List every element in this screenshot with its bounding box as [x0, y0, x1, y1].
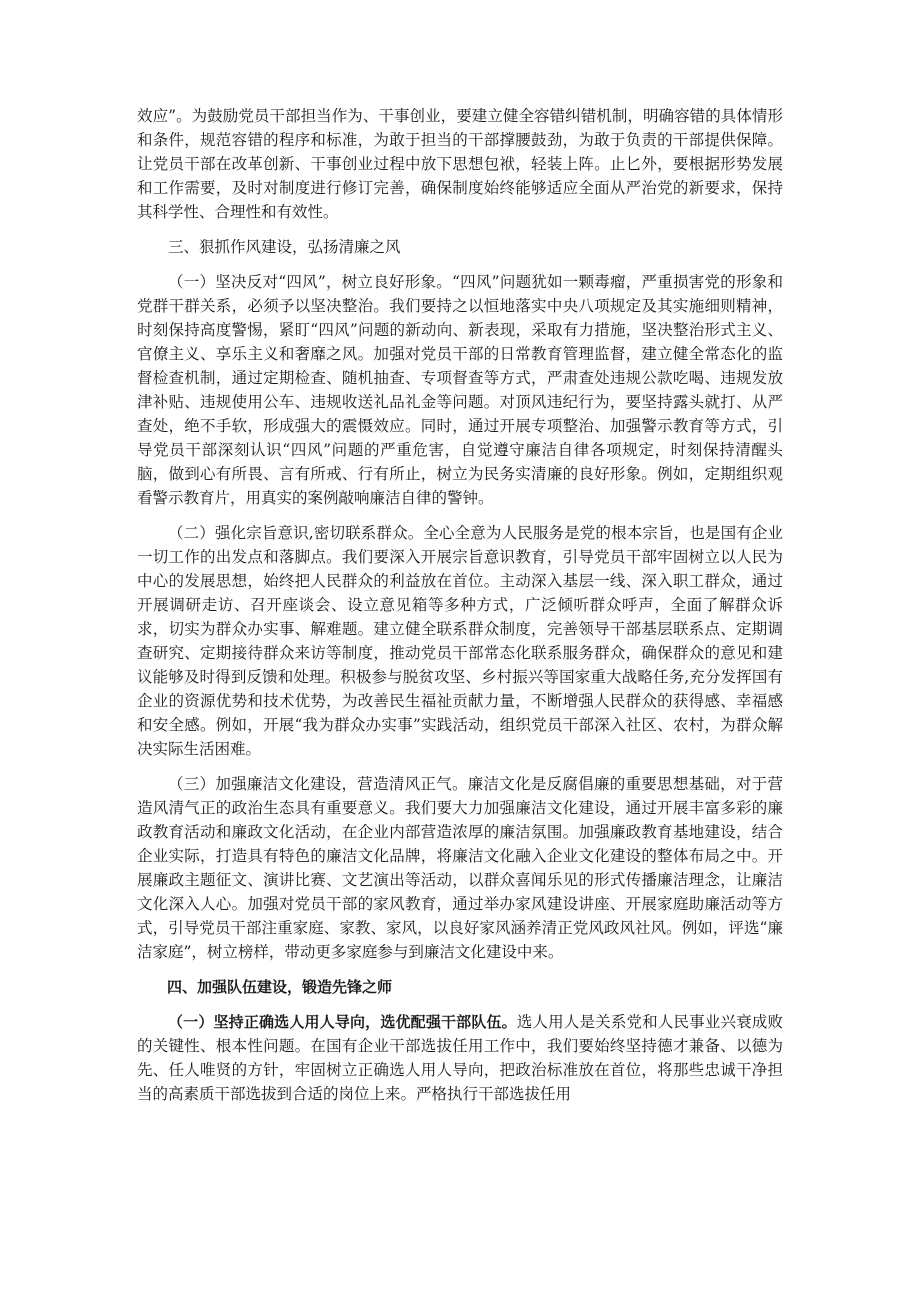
paragraph-continuation: 效应”。为鼓励党员干部担当作为、干事创业，要建立健全容错纠错机制，明确容错的具体情形和条件，规范容错的程序和标准，为敢于担当的干部撑腰鼓劲，为敢于负责的干部提供保障。让党员干部在改革创新、干事创业过程中放下思想包袱，轻装上阵。止匕外，要根据形势发展和工作需要，及时对制度进行修订完善，确保制度始终能够适应全面从严治党的新要求，保持其科学性、合理性和有效性。 [137, 107, 783, 221]
paragraph-body: 选人用人是关系党和人民事业兴衰成败的关键性、根本性问题。在国有企业干部选拔任用工作中，我们要始终坚持德才兼备、以德为先、任人唯贤的方针，牢固树立正确选人用人导向，把政治标准放在首位，将那些忠诚干净担当的高素质干部选拔到合适的岗位上来。严格执行干部选拔任用 [137, 1013, 783, 1103]
document-page [137, 104, 783, 1117]
paragraph-purpose-awareness: （二）强化宗旨意识,密切联系群众。全心全意为人民服务是党的根本宗旨，也是国有企业一切工作的出发点和落脚点。我们要深入开展宗旨意识教育，引导党员干部牢固树立以人民为中心的发展思想，始终把人民群众的利益放在首位。主动深入基层一线、深入职工群众，通过开展调研走访、召开座谈会、设立意见箱等多种方式，广泛倾听群众呼声，全面了解群众诉求，切实为群众办实事、解难题。建立健全联系群众制度，完善领导干部基层联系点、定期调查研究、定期接待群众来访等制度，推动党员干部常态化联系服务群众，确保群众的意见和建议能够及时得到反馈和处理。积极参与脱贫攻坚、乡村振兴等国家重大战略任务,充分发挥国有企业的资源优势和技术优势，为改善民生福祉贡献力量，不断增强人民群众的获得感、幸福感和安全感。例如，开展“我为群众办实事”实践活动，组织党员干部深入社区、农村，为群众解决实际生活困难。 [137, 524, 783, 758]
paragraph-cadre-selection [137, 1010, 783, 1106]
paragraph-four-winds: （一）坚决反对“四风”，树立良好形象。“四风”问题犹如一颗毒瘤，严重损害党的形象和党群干群关系，必须予以坚决整治。我们要持之以恒地落实中央八项规定及其实施细则精神，时刻保持高度警惕，紧盯“四风”问题的新动向、新表现，采取有力措施，坚决整治形式主义、官僚主义、享乐主义和奢靡之风。加强对党员干部的日常教育管理监督，建立健全常态化的监督检查机制，通过定期检查、随机抽查、专项督查等方式，严肃查处违规公款吃喝、违规发放津补贴、违规使用公车、违规收送礼品礼金等问题。对顶风违纪行为，要坚持露头就打、从严查处，绝不手软，形成强大的震慑效应。同时，通过开展专项整治、加强警示教育等方式，引导党员干部深刻认识“四风”问题的严重危害，自觉遵守廉洁自律各项规定，时刻保持清醒头脑，做到心有所畏、言有所戒、行有所止，树立为民务实清廉的良好形象。例如，定期组织观看警示教育片，用真实的案例敲响廉洁自律的警钟。 [137, 273, 783, 507]
section-heading-3: 三、狠抓作风建设，弘扬清廉之风 [168, 238, 401, 256]
section-heading-4: 四、加强队伍建设，锻造先锋之师 [167, 978, 393, 996]
paragraph-integrity-culture: （三）加强廉洁文化建设，营造清风正气。廉洁文化是反腐倡廉的重要思想基础，对于营造风清气正的政治生态具有重要意义。我们要大力加强廉洁文化建设，通过开展丰富多彩的廉政教育活动和廉政文化活动，在企业内部营造浓厚的廉洁氛围。加强廉政教育基地建设，结合企业实际，打造具有特色的廉洁文化品牌，将廉洁文化融入企业文化建设的整体布局之中。开展廉政主题征文、演讲比赛、文艺演出等活动，以群众喜闻乐见的形式传播廉洁理念，让廉洁文化深入人心。加强对党员干部的家风教育，通过举办家风建设讲座、开展家庭助廉活动等方式，引导党员干部注重家庭、家教、家风，以良好家风涵养清正党风政风社风。例如，评选“廉洁家庭”，树立榜样，带动更多家庭参与到廉洁文化建设中来。 [137, 775, 783, 961]
paragraph-lead: （一）坚持正确选人用人导向，选优配强干部队伍。 [168, 1013, 517, 1031]
